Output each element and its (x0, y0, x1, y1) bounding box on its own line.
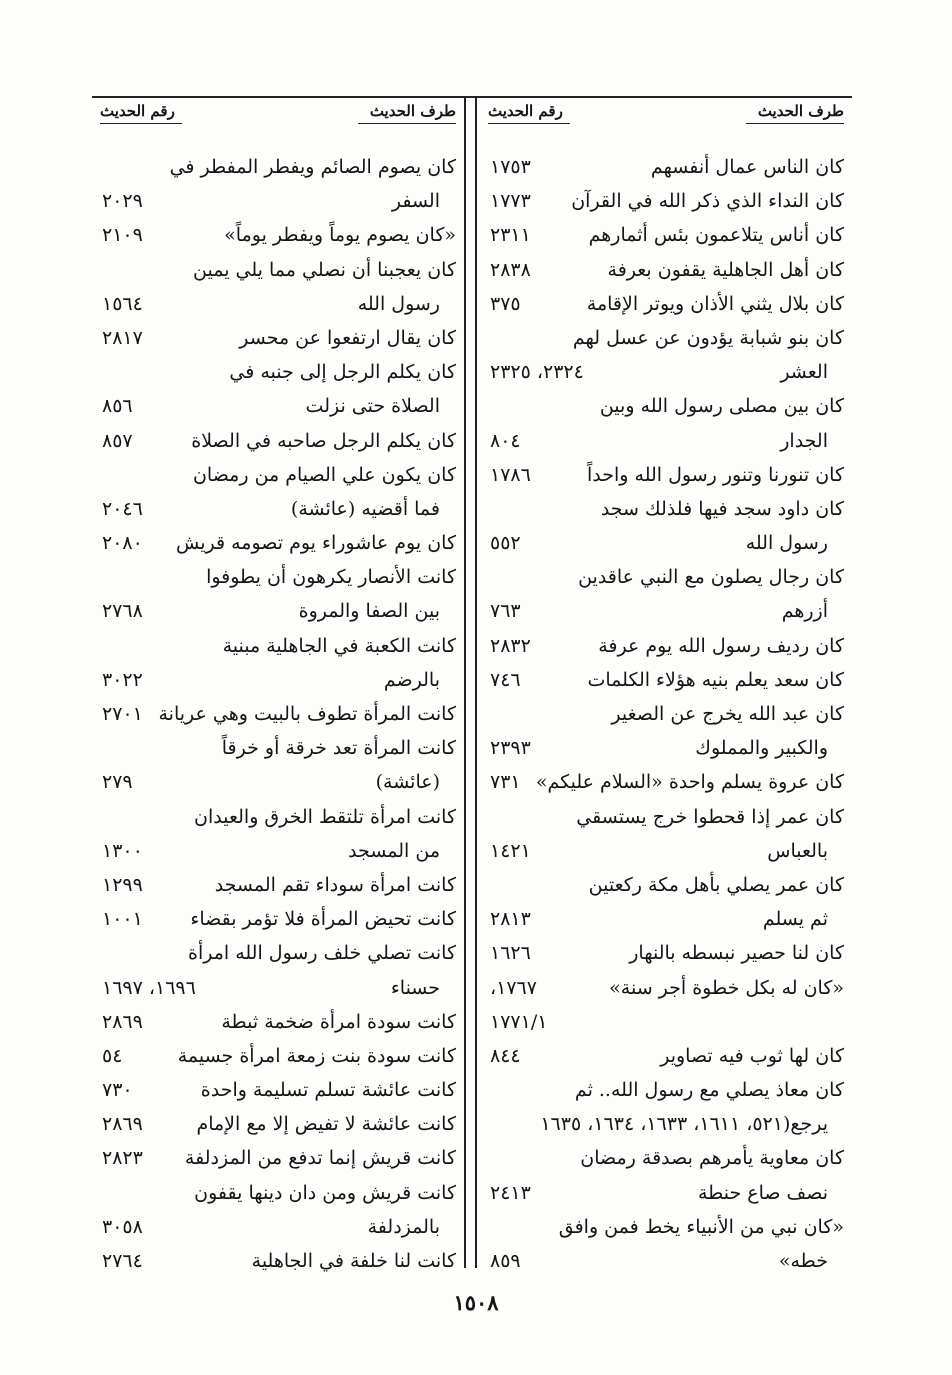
entry-row (92, 492, 462, 526)
entry-row (480, 150, 850, 184)
hadith-text: «كان له بكل خطوة أجر سنة» (609, 976, 844, 999)
entry-row (480, 287, 850, 321)
hadith-number: ٢٨٦٩ (102, 1010, 143, 1033)
column-divider-inner (464, 96, 466, 1268)
hadith-text: يرجع(٥٢١، ١٦١١، ١٦٣٣، ١٦٣٤، ١٦٣٥ (540, 1113, 828, 1136)
entry-row (92, 560, 462, 594)
hadith-text: «كان نبي من الأنبياء يخط فمن وافق (558, 1215, 844, 1238)
hadith-number: ٧٣٠ (102, 1079, 133, 1102)
hadith-number: ٢٨٣٢ (490, 634, 531, 657)
entry-row (480, 184, 850, 218)
hadith-number: ٢٨٦٩ (102, 1113, 143, 1136)
hadith-text: كان يوم عاشوراء يوم تصومه قريش (176, 532, 456, 555)
entry-row (92, 629, 462, 663)
entry-row (92, 253, 462, 287)
hadith-text: فما أقضيه (عائشة) (290, 497, 440, 520)
left-number-underline (100, 123, 182, 124)
hadith-number: ٢٧٠١ (102, 703, 143, 725)
hadith-number: ٥٥٢ (490, 532, 521, 555)
entry-row (92, 184, 462, 218)
hadith-number: ٨٠٤ (490, 429, 521, 452)
entry-row (480, 1039, 850, 1073)
right-header-title: طرف الحديث (757, 102, 844, 120)
entry-row (480, 1176, 850, 1210)
hadith-number: ٢٠٤٦ (102, 497, 143, 520)
entry-row (480, 389, 850, 423)
entry-row (480, 663, 850, 697)
hadith-text: كان أهل الجاهلية يقفون بعرفة (607, 258, 844, 281)
hadith-text: كان معاوية يأمرهم بصدقة رمضان (580, 1147, 844, 1170)
hadith-number: ٢٤١٣ (490, 1181, 531, 1204)
hadith-text: رسول الله (745, 532, 828, 555)
left-column-header (92, 96, 462, 150)
hadith-number: ١٢٩٩ (102, 873, 143, 896)
entry-row (480, 971, 850, 1005)
hadith-text: أزرهم (781, 600, 828, 623)
entry-row (480, 765, 850, 799)
entry-row (92, 936, 462, 970)
hadith-number: ٢٠٢٩ (102, 190, 143, 213)
entry-row (92, 731, 462, 765)
entry-row (480, 526, 850, 560)
right-entry-list (480, 150, 850, 1278)
hadith-text: بالعباس (767, 839, 828, 862)
hadith-text: كانت سودة بنت زمعة امرأة جسيمة (177, 1044, 456, 1067)
entry-row (480, 424, 850, 458)
hadith-number: ٢٠٨٠ (102, 532, 143, 555)
entry-row (480, 218, 850, 252)
entry-row (92, 1073, 462, 1107)
hadith-text: كانت الأنصار يكرهون أن يطوفوا (206, 566, 456, 589)
hadith-number: ٢٨١٣ (490, 908, 531, 931)
hadith-number: ٢٣٢٤، ٢٣٢٥ (490, 361, 584, 384)
hadith-text: من المسجد (348, 839, 440, 862)
hadith-text: كان سعد يعلم بنيه هؤلاء الكلمات (587, 668, 844, 691)
left-header-title: طرف الحديث (369, 102, 456, 120)
hadith-text: كان لنا حصير نبسطه بالنهار (629, 942, 844, 965)
hadith-number: ١٧٨٦ (490, 463, 531, 486)
hadith-text: كان رجال يصلون مع النبي عاقدين (578, 566, 844, 589)
hadith-text: كان معاذ يصلي مع رسول الله.. ثم (574, 1079, 844, 1102)
hadith-text: كان يكلم الرجل صاحبه في الصلاة (191, 429, 456, 452)
hadith-text: كان داود سجد فيها فلذلك سجد (600, 497, 844, 520)
entry-row (480, 1005, 850, 1039)
entry-row (92, 1176, 462, 1210)
entry-row (480, 1244, 850, 1278)
hadith-number: ٢٣٩٣ (490, 737, 531, 760)
hadith-number: ٢١٠٩ (102, 224, 143, 247)
right-title-underline (746, 123, 844, 124)
entry-row (480, 868, 850, 902)
hadith-text: كان بنو شبابة يؤدون عن عسل لهم (572, 326, 844, 349)
hadith-text: كان عمر يصلي بأهل مكة ركعتين (588, 873, 844, 896)
entry-row (480, 594, 850, 628)
left-entry-list (92, 150, 462, 1278)
entry-row (92, 800, 462, 834)
hadith-text: الصلاة حتى نزلت (305, 395, 440, 418)
entry-row (480, 1073, 850, 1107)
entry-row (480, 902, 850, 936)
entry-row (92, 287, 462, 321)
hadith-text: كان لها ثوب فيه تصاوير (660, 1044, 844, 1067)
hadith-text: كانت عائشة لا تفيض إلا مع الإمام (196, 1113, 456, 1136)
entry-row (480, 253, 850, 287)
entry-row (92, 1244, 462, 1278)
hadith-text: كانت المرأة تطوف بالبيت وهي عريانة (158, 703, 456, 725)
hadith-text: الجدار (780, 429, 828, 452)
entry-row (92, 526, 462, 560)
page-number: ١٥٠٨ (453, 1290, 499, 1315)
entry-row (92, 458, 462, 492)
hadith-number: ٣٧٥ (490, 292, 521, 315)
hadith-number: ٢٧٦٨ (102, 600, 143, 623)
hadith-number: ٧٣١ (490, 771, 521, 794)
entry-row (92, 389, 462, 423)
hadith-number: ٨٥٦ (102, 395, 133, 418)
hadith-number: ٧٤٦ (490, 668, 521, 691)
hadith-number: ١٦٢٦ (490, 942, 531, 965)
entry-row (480, 355, 850, 389)
entry-row (92, 868, 462, 902)
entry-row (92, 697, 462, 731)
hadith-text: رسول الله (357, 292, 440, 315)
entry-row (480, 560, 850, 594)
hadith-text: كانت امرأة سوداء تقم المسجد (214, 873, 456, 896)
hadith-text: السفر (391, 190, 440, 213)
hadith-number: ١٧٧٣ (490, 190, 531, 213)
entry-row (92, 834, 462, 868)
hadith-number: ٢٨٣٨ (490, 258, 531, 281)
hadith-number: ٨٤٤ (490, 1044, 521, 1067)
entry-row (92, 424, 462, 458)
hadith-text: كان أناس يتلاعمون بئس أثمارهم (588, 224, 844, 247)
entry-row (92, 1107, 462, 1141)
hadith-text: بين الصفا والمروة (298, 600, 440, 623)
hadith-number: ١٧٥٣ (490, 156, 531, 178)
right-column (480, 96, 850, 1278)
right-number-underline (488, 123, 570, 124)
hadith-text: بالرضم (383, 668, 440, 691)
hadith-text: كان يكون علي الصيام من رمضان (192, 463, 456, 486)
hadith-text: كانت امرأة تلتقط الخرق والعيدان (194, 805, 456, 828)
hadith-text: كانت لنا خلفة في الجاهلية (251, 1250, 456, 1272)
left-title-underline (358, 123, 456, 124)
hadith-text: كان رديف رسول الله يوم عرفة (598, 634, 844, 657)
hadith-text: كانت تحيض المرأة فلا تؤمر بقضاء (190, 908, 456, 931)
entry-row (92, 902, 462, 936)
hadith-text: كان بين مصلى رسول الله وبين (599, 395, 844, 418)
hadith-text: كانت قريش إنما تدفع من المزدلفة (184, 1147, 456, 1170)
hadith-number: ٣٠٢٢ (102, 668, 143, 691)
entry-row (480, 731, 850, 765)
hadith-text: كان بلال يثني الأذان ويوتر الإقامة (586, 292, 844, 315)
entry-row (480, 1141, 850, 1175)
hadith-text: كان النداء الذي ذكر الله في القرآن (571, 190, 844, 213)
hadith-number: ٢٨١٧ (102, 326, 143, 349)
entry-row (92, 1141, 462, 1175)
hadith-text: كانت عائشة تسلم تسليمة واحدة (200, 1079, 456, 1102)
entry-row (92, 765, 462, 799)
hadith-text: كانت قريش ومن دان دينها يقفون (194, 1181, 456, 1204)
hadith-text: كان عبد الله يخرج عن الصغير (611, 703, 844, 725)
hadith-text: كان يعجبنا أن نصلي مما يلي يمين (193, 258, 456, 281)
column-divider (475, 96, 477, 1268)
hadith-text: كان يصوم الصائم ويفطر المفطر في (169, 156, 456, 178)
hadith-text: كانت المرأة تعد خرقة أو خرقاً (221, 737, 456, 760)
entry-row (480, 834, 850, 868)
hadith-text: (عائشة) (375, 771, 440, 794)
entry-row (92, 1039, 462, 1073)
hadith-number: ٧٦٣ (490, 600, 521, 623)
hadith-number: ٥٤ (102, 1044, 123, 1067)
hadith-text: خطه» (778, 1250, 828, 1272)
hadith-number: ٨٥٧ (102, 429, 133, 452)
entry-row (480, 629, 850, 663)
hadith-number: ٢٨٢٣ (102, 1147, 143, 1170)
entry-row (480, 800, 850, 834)
entry-row (92, 321, 462, 355)
entry-row (480, 1107, 850, 1141)
entry-row (480, 1210, 850, 1244)
right-column-header (480, 96, 850, 150)
hadith-text: كان يقال ارتفعوا عن محسر (239, 326, 456, 349)
entry-row (92, 1005, 462, 1039)
hadith-number: ٢٧٩ (102, 771, 133, 794)
hadith-number: ١٣٠٠ (102, 839, 143, 862)
entry-row (92, 594, 462, 628)
right-header-number: رقم الحديث (488, 102, 563, 120)
hadith-number: ٢٣١١ (490, 224, 531, 247)
hadith-text: كان الناس عمال أنفسهم (650, 156, 844, 178)
entry-row (480, 936, 850, 970)
hadith-text: نصف صاع حنطة (697, 1181, 828, 1204)
hadith-number: ١٦٩٦، ١٦٩٧ (102, 976, 196, 999)
hadith-text: حسناء (390, 976, 440, 999)
entry-row (480, 492, 850, 526)
hadith-number: ١٧٧١/١ (490, 1010, 548, 1033)
hadith-number: ٨٥٩ (490, 1250, 521, 1272)
entry-row (92, 150, 462, 184)
hadith-number: ١٠٠١ (102, 908, 143, 931)
entry-row (92, 1210, 462, 1244)
hadith-number: ٣٠٥٨ (102, 1215, 143, 1238)
entry-row (480, 697, 850, 731)
hadith-text: «كان يصوم يوماً ويفطر يوماً» (224, 224, 456, 247)
entry-row (92, 218, 462, 252)
hadith-text: كان عروة يسلم واحدة «السلام عليكم» (535, 771, 844, 794)
hadith-text: كان عمر إذا قحطوا خرج يستسقي (576, 805, 844, 828)
hadith-text: كان تنورنا وتنور رسول الله واحداً (587, 463, 844, 486)
entry-row (92, 663, 462, 697)
hadith-text: كانت الكعبة في الجاهلية مبنية (222, 634, 456, 657)
hadith-text: والكبير والمملوك (695, 737, 828, 760)
hadith-text: كانت تصلي خلف رسول الله امرأة (187, 942, 456, 965)
entry-row (92, 971, 462, 1005)
hadith-text: ثم يسلم (762, 908, 828, 931)
hadith-text: كان يكلم الرجل إلى جنبه في (229, 361, 456, 384)
hadith-number: ١٤٢١ (490, 839, 531, 862)
left-column (92, 96, 462, 1278)
hadith-text: بالمزدلفة (367, 1215, 440, 1238)
hadith-number: ٢٧٦٤ (102, 1250, 143, 1272)
hadith-text: العشر (780, 361, 828, 384)
entry-row (92, 355, 462, 389)
left-header-number: رقم الحديث (100, 102, 175, 120)
hadith-number: ١٥٦٤ (102, 292, 143, 315)
hadith-text: كانت سودة امرأة ضخمة ثبطة (221, 1010, 456, 1033)
entry-row (480, 458, 850, 492)
hadith-number: ١٧٦٧، (490, 976, 537, 999)
entry-row (480, 321, 850, 355)
